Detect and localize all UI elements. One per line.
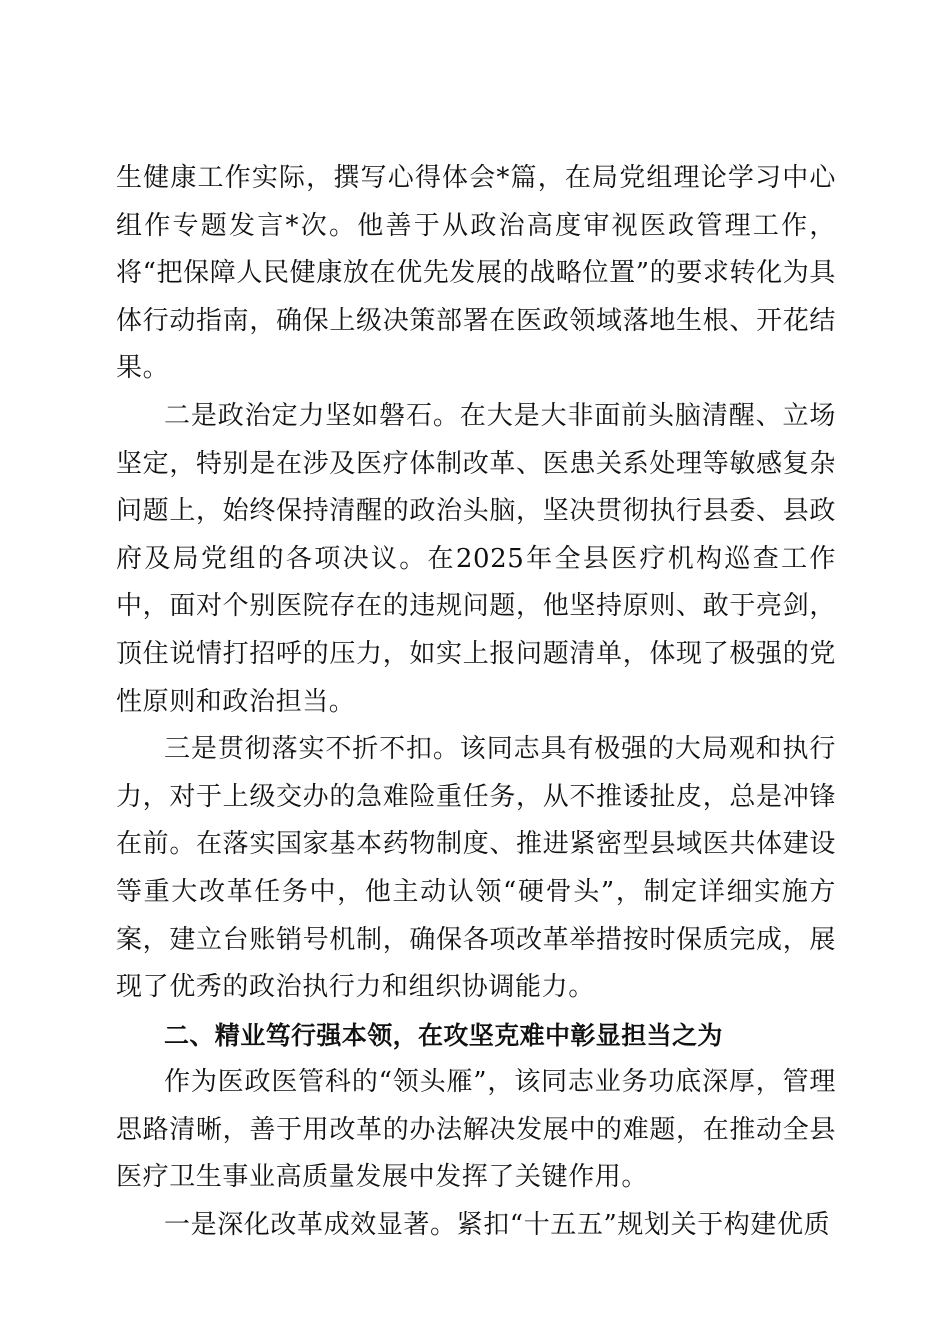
paragraph-political-resolve: 二是政治定力坚如磐石。在大是大非面前头脑清醒、立场坚定，特别是在涉及医疗体制改革、医患关系处理等敏感复杂问题上，始终保持清醒的政治头脑，坚决贯彻执行县委、县政府及局党组的各项决议。在2025年全县医疗机构巡查工作中，面对个别医院存在的违规问题，他坚持原则、敢于亮剑，顶住说情打招呼的压力，如实上报问题清单，体现了极强的党性原则和政治担当。 bbox=[116, 400, 836, 717]
paragraph-implementation: 三是贯彻落实不折不扣。该同志具有极强的大局观和执行力，对于上级交办的急难险重任务，从不推诿扯皮，总是冲锋在前。在落实国家基本药物制度、推进紧密型县域医共体建设等重大改革任务中，他主动认领“硬骨头”，制定详细实施方案，建立台账销号机制，确保各项改革举措按时保质完成，展现了优秀的政治执行力和组织协调能力。 bbox=[116, 734, 836, 1003]
paragraph-section-intro: 作为医政医管科的“领头雁”，该同志业务功底深厚，管理思路清晰，善于用改革的办法解决发展中的难题，在推动全县医疗卫生事业高质量发展中发挥了关键作用。 bbox=[116, 1067, 836, 1193]
paragraph-continuation: 生健康工作实际，撰写心得体会*篇，在局党组理论学习中心组作专题发言*次。他善于从政治高度审视医政管理工作，将“把保障人民健康放在优先发展的战略位置”的要求转化为具体行动指南，确保上级决策部署在医政领域落地生根、开花结果。 bbox=[116, 163, 836, 384]
document-body bbox=[116, 155, 836, 1250]
paragraph-reform: 一是深化改革成效显著。紧扣“十五五”规划关于构建优质 bbox=[164, 1210, 831, 1241]
section-heading: 二、精业笃行强本领，在攻坚克难中彰显担当之为 bbox=[164, 1020, 723, 1050]
